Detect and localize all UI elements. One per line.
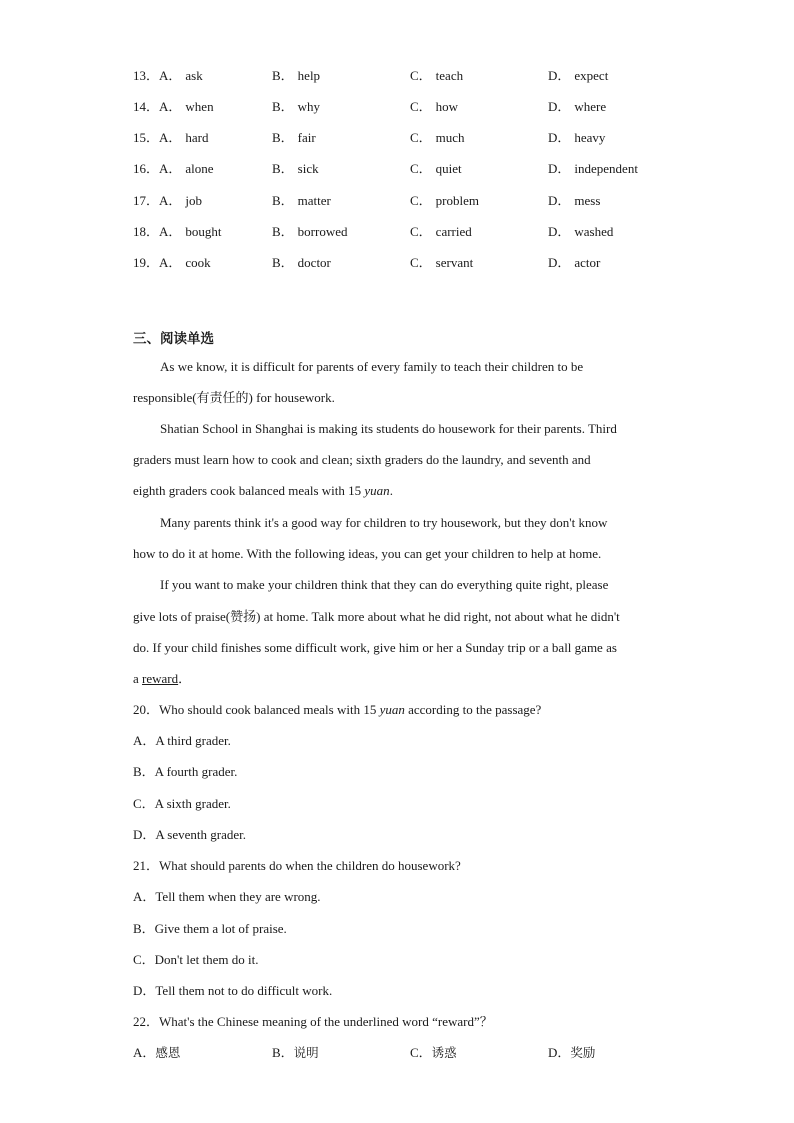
option-letter: A． xyxy=(133,1045,156,1060)
cloze-question-row xyxy=(133,128,673,148)
question-stem: 22．What's the Chinese meaning of the underlined word “reward”？ xyxy=(133,1014,493,1029)
italic-word: yuan xyxy=(364,483,390,498)
cloze-option-a[interactable] xyxy=(133,222,222,242)
option-letter: B． xyxy=(272,224,294,239)
passage-text: If you want to make your children think that they can do everything quite right, please xyxy=(160,577,609,592)
question-number: 16． xyxy=(133,161,160,176)
option-letter: C． xyxy=(410,255,432,270)
answer-option-b[interactable]: B．A fourth grader. xyxy=(133,764,238,779)
cloze-option-b[interactable] xyxy=(272,159,319,179)
question-number: 15． xyxy=(133,130,160,145)
option-text: expect xyxy=(574,68,609,83)
section-title: 三、阅读单选 xyxy=(133,331,214,347)
cloze-question-row xyxy=(133,159,673,179)
cloze-option-d[interactable] xyxy=(548,191,600,211)
cloze-option-b[interactable] xyxy=(272,222,348,242)
cloze-option-c[interactable] xyxy=(410,97,458,117)
cloze-question-row xyxy=(133,191,673,211)
passage-text xyxy=(133,669,191,689)
passage-text: As we know, it is difficult for parents of every family to teach their children to be xyxy=(160,359,584,374)
passage-text: a xyxy=(133,671,143,686)
underlined-word: reward xyxy=(142,671,179,686)
question-number: 19． xyxy=(133,255,160,270)
answer-option-b[interactable]: B．Give them a lot of praise. xyxy=(133,921,287,936)
option-text: hard xyxy=(185,130,209,145)
option-text: where xyxy=(574,99,607,114)
option-letter: C． xyxy=(410,99,432,114)
answer-option-c[interactable] xyxy=(410,1043,457,1063)
option-text: alone xyxy=(185,161,214,176)
cloze-option-d[interactable] xyxy=(548,66,608,86)
passage-text: Shatian School in Shanghai is making its students do housework for their parents. Third xyxy=(160,421,617,436)
cloze-option-c[interactable] xyxy=(410,191,479,211)
cloze-option-b[interactable] xyxy=(272,128,316,148)
cloze-option-d[interactable] xyxy=(548,159,638,179)
cloze-option-b[interactable] xyxy=(272,66,320,86)
answer-option-a[interactable]: A．Tell them when they are wrong. xyxy=(133,889,321,904)
cloze-question-row xyxy=(133,253,673,273)
option-text: when xyxy=(185,99,214,114)
cloze-option-c[interactable] xyxy=(410,222,472,242)
answer-option-c[interactable]: C．Don't let them do it. xyxy=(133,952,259,967)
option-text: 说明 xyxy=(293,1045,319,1060)
option-text: heavy xyxy=(574,130,606,145)
passage-text: graders must learn how to cook and clean; sixth graders do the laundry, and seventh and xyxy=(133,452,591,467)
option-text: carried xyxy=(435,224,472,239)
option-letter: A． xyxy=(159,68,182,83)
passage-text: responsible(有责任的) for housework. xyxy=(133,390,335,405)
option-letter: A． xyxy=(159,130,182,145)
question-stem: 21．What should parents do when the children do housework? xyxy=(133,858,461,873)
cloze-option-c[interactable] xyxy=(410,253,473,273)
cloze-option-c[interactable] xyxy=(410,128,465,148)
option-letter: D． xyxy=(548,193,571,208)
cloze-question-row xyxy=(133,222,673,242)
answer-option-d[interactable]: D．Tell them not to do difficult work. xyxy=(133,983,333,998)
cloze-option-a[interactable] xyxy=(133,253,211,273)
option-letter: A． xyxy=(159,161,182,176)
option-text: help xyxy=(297,68,321,83)
cloze-option-a[interactable] xyxy=(133,159,214,179)
option-letter: C． xyxy=(410,224,432,239)
option-letter: C． xyxy=(410,68,432,83)
option-text: washed xyxy=(574,224,614,239)
question-number: 14． xyxy=(133,99,160,114)
option-text: 感恩 xyxy=(155,1045,181,1060)
question-stem-text: 20．Who should cook balanced meals with 15 xyxy=(133,702,380,717)
cloze-option-a[interactable] xyxy=(133,66,203,86)
cloze-option-b[interactable] xyxy=(272,97,320,117)
option-text: cook xyxy=(185,255,211,270)
option-text: actor xyxy=(574,255,601,270)
option-text: 奖励 xyxy=(570,1045,596,1060)
question-stem-text: according to the passage? xyxy=(404,702,542,717)
option-text: why xyxy=(297,99,321,114)
option-text: ask xyxy=(185,68,203,83)
cloze-option-d[interactable] xyxy=(548,253,600,273)
option-letter: A． xyxy=(159,224,182,239)
answer-option-d[interactable]: D．A seventh grader. xyxy=(133,827,247,842)
option-letter: B． xyxy=(272,161,294,176)
option-text: how xyxy=(435,99,459,114)
option-letter: D． xyxy=(548,130,571,145)
option-text: mess xyxy=(574,193,601,208)
option-text: quiet xyxy=(435,161,462,176)
option-text: much xyxy=(435,130,465,145)
cloze-option-d[interactable] xyxy=(548,222,613,242)
option-letter: D． xyxy=(548,255,571,270)
answer-option-a[interactable] xyxy=(133,1043,180,1063)
italic-word: yuan xyxy=(379,702,405,717)
passage-text: give lots of praise(赞扬) at home. Talk more about what he did right, not about what he didn't xyxy=(133,609,620,624)
cloze-option-c[interactable] xyxy=(410,66,463,86)
option-letter: D． xyxy=(548,99,571,114)
option-letter: B． xyxy=(272,255,294,270)
answer-option-c[interactable]: C．A sixth grader. xyxy=(133,796,231,811)
option-letter: B． xyxy=(272,1045,294,1060)
question-number: 17． xyxy=(133,193,160,208)
cloze-option-a[interactable] xyxy=(133,191,202,211)
passage-text: ． xyxy=(178,671,192,686)
option-text: 诱惑 xyxy=(431,1045,457,1060)
cloze-option-b[interactable] xyxy=(272,253,331,273)
option-text: borrowed xyxy=(297,224,348,239)
option-text: job xyxy=(185,193,203,208)
option-letter: C． xyxy=(410,193,432,208)
answer-option-a[interactable]: A．A third grader. xyxy=(133,733,231,748)
option-letter: D． xyxy=(548,224,571,239)
question-number: 18． xyxy=(133,224,160,239)
option-letter: A． xyxy=(159,255,182,270)
option-text: problem xyxy=(435,193,479,208)
option-letter: B． xyxy=(272,193,294,208)
answer-option-d[interactable] xyxy=(548,1043,595,1063)
cloze-option-a[interactable] xyxy=(133,97,214,117)
option-text: fair xyxy=(297,130,316,145)
option-letter: C． xyxy=(410,161,432,176)
option-letter: B． xyxy=(272,68,294,83)
cloze-option-d[interactable] xyxy=(548,128,605,148)
cloze-option-c[interactable] xyxy=(410,159,462,179)
passage-text: Many parents think it's a good way for children to try housework, but they don't know xyxy=(160,515,608,530)
answer-options-row xyxy=(133,1043,673,1063)
option-letter: C． xyxy=(410,130,432,145)
option-letter: A． xyxy=(159,193,182,208)
option-text: teach xyxy=(435,68,464,83)
cloze-option-a[interactable] xyxy=(133,128,209,148)
answer-option-b[interactable] xyxy=(272,1043,319,1063)
option-text: servant xyxy=(435,255,474,270)
passage-text: how to do it at home. With the following ideas, you can get your children to help at home. xyxy=(133,546,602,561)
question-number: 13． xyxy=(133,68,160,83)
cloze-question-row xyxy=(133,66,673,86)
passage-text xyxy=(133,481,393,501)
passage-text: eighth graders cook balanced meals with 15 xyxy=(133,483,365,498)
option-text: sick xyxy=(297,161,319,176)
option-text: doctor xyxy=(297,255,331,270)
option-text: matter xyxy=(297,193,331,208)
option-letter: D． xyxy=(548,68,571,83)
option-letter: B． xyxy=(272,99,294,114)
passage-text: . xyxy=(389,483,393,498)
cloze-option-d[interactable] xyxy=(548,97,606,117)
cloze-option-b[interactable] xyxy=(272,191,331,211)
option-letter: C． xyxy=(410,1045,432,1060)
option-letter: D． xyxy=(548,1045,571,1060)
option-text: bought xyxy=(185,224,222,239)
option-letter: D． xyxy=(548,161,571,176)
cloze-question-row xyxy=(133,97,673,117)
option-letter: A． xyxy=(159,99,182,114)
option-letter: B． xyxy=(272,130,294,145)
passage-text: do. If your child finishes some difficult work, give him or her a Sunday trip or a ball game as xyxy=(133,640,617,655)
question-stem xyxy=(133,700,541,720)
option-text: independent xyxy=(574,161,638,176)
